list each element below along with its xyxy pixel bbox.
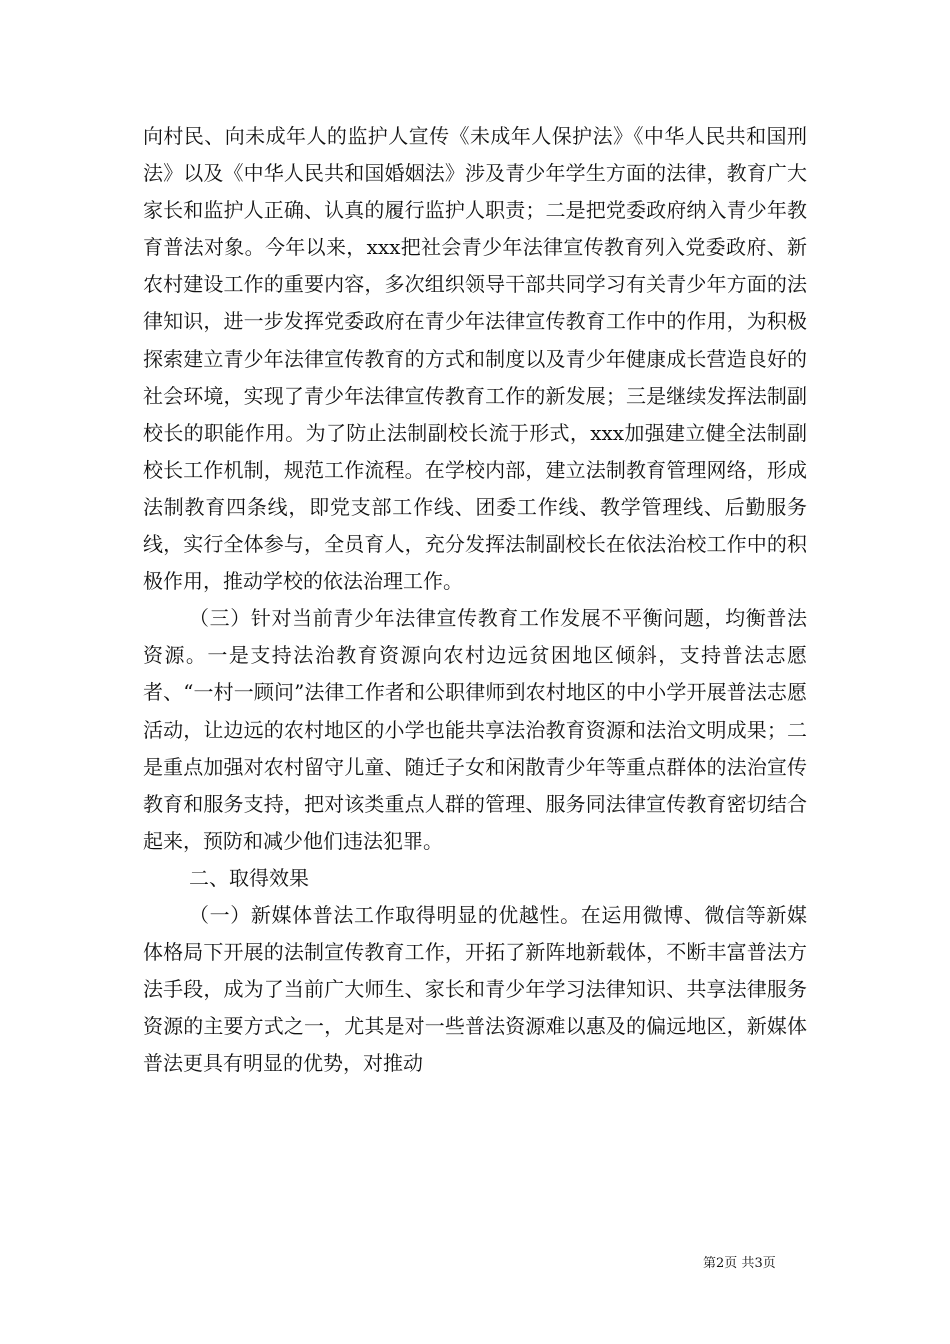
page-prefix: 第 <box>703 1256 717 1271</box>
paragraph-4: （一）新媒体普法工作取得明显的优越性。在运用微博、微信等新媒体格局下开展的法制宣传教育工作，开拓了新阵地新载体，不断丰富普法方法手段，成为了当前广大师生、家长和青少年学习法律知识、共享法律服务资源的主要方式之一，尤其是对一些普法资源难以惠及的偏远地区，新媒体普法更具有明显的优势，对推动 <box>143 902 807 1076</box>
document-body <box>143 118 807 1082</box>
paragraph-1: 向村民、向未成年人的监护人宣传《未成年人保护法》《中华人民共和国刑法》以及《中华人民共和国婚姻法》涉及青少年学生方面的法律，教育广大家长和监护人正确、认真的履行监护人职责；二是把党委政府纳入青少年教育普法对象。今年以来，xxx把社会青少年法律宣传教育列入党委政府、新农村建设工作的重要内容，多次组织领导干部共同学习有关青少年方面的法律知识，进一步发挥党委政府在青少年法律宣传教育工作中的作用，为积极探索建立青少年法律宣传教育的方式和制度以及青少年健康成长营造良好的社会环境，实现了青少年法律宣传教育工作的新发展；三是继续发挥法制副校长的职能作用。为了防止法制副校长流于形式，xxx加强建立健全法制副校长工作机制，规范工作流程。在学校内部，建立法制教育管理网络，形成法制教育四条线，即党支部工作线、团委工作线、教学管理线、后勤服务线，实行全体参与，全员育人，充分发挥法制副校长在依法治校工作中的积极作用，推动学校的依法治理工作。 <box>143 124 807 594</box>
page-suffix: 页 <box>762 1256 776 1271</box>
page-number-footer <box>703 1252 776 1271</box>
paragraph-2: （三）针对当前青少年法律宣传教育工作发展不平衡问题，均衡普法资源。一是支持法治教育资源向农村边远贫困地区倾斜，支持普法志愿者、“一村一顾问”法律工作者和公职律师到农村地区的中小学开展普法志愿活动，让边远的农村地区的小学也能共享法治教育资源和法治文明成果；二是重点加强对农村留守儿童、随迁子女和闲散青少年等重点群体的法治宣传教育和服务支持，把对该类重点人群的管理、服务同法律宣传教育密切结合起来，预防和减少他们违法犯罪。 <box>143 606 807 853</box>
current-page-number: 2 <box>716 1256 725 1271</box>
section-heading-results: 二、取得效果 <box>189 865 309 890</box>
total-pages-number: 3 <box>754 1256 763 1271</box>
page-mid-text: 页 共 <box>724 1256 755 1271</box>
